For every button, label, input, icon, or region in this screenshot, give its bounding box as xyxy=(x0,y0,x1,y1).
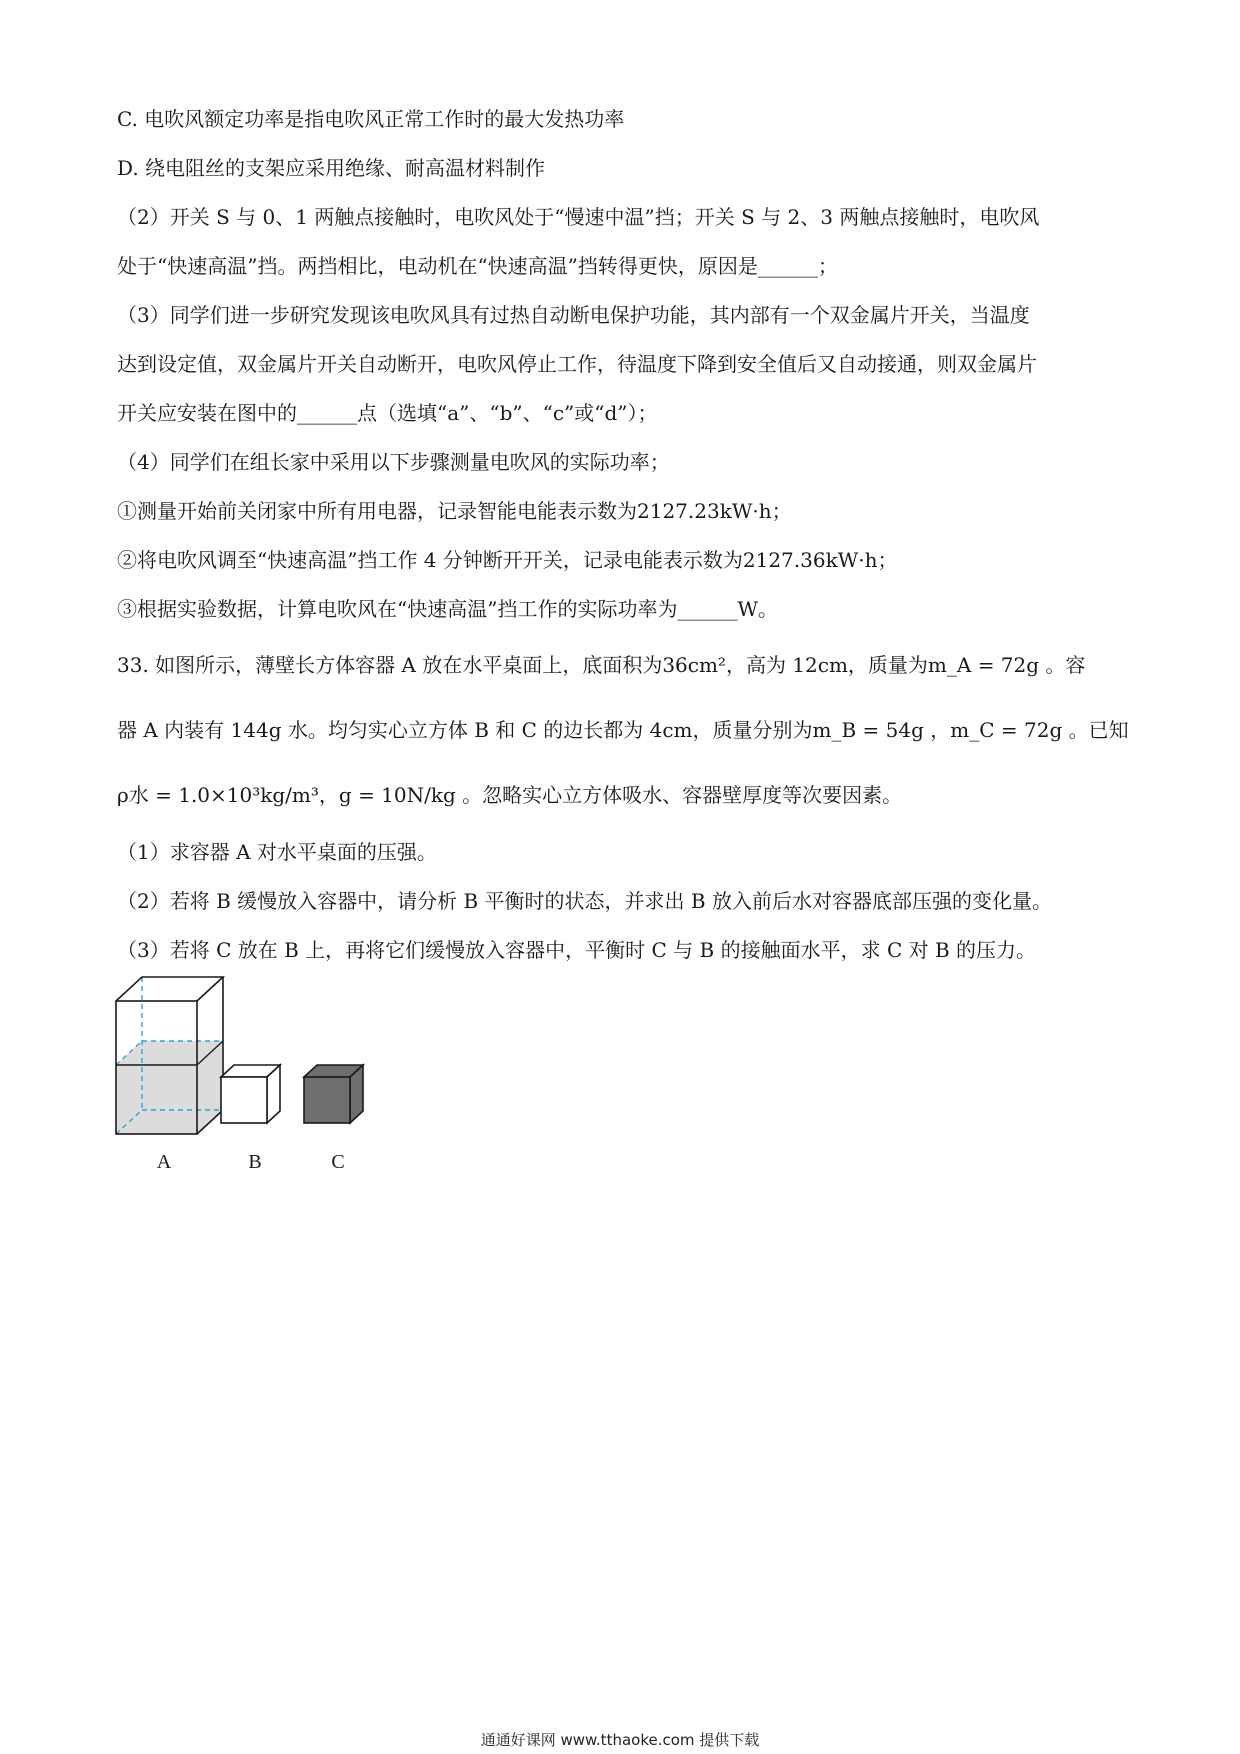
top-edges xyxy=(116,977,223,1001)
q33-part2: （2）若将 B 缓慢放入容器中，请分析 B 平衡时的状态，并求出 B 放入前后水对容器底部压强的变化量。 xyxy=(117,889,1052,913)
q33-line3: ρ水 = 1.0×10³kg/m³，g = 10N/kg 。忽略实心立方体吸水、容器壁厚度等次要因素。 xyxy=(117,783,903,807)
q2-line1: （2）开关 S 与 0、1 两触点接触时，电吹风处于“慢速中温”挡；开关 S 与 2、3 两触点接触时，电吹风 xyxy=(117,205,1040,229)
q4-line1: （4）同学们在组长家中采用以下步骤测量电吹风的实际功率； xyxy=(117,450,670,474)
q4-step2: ②将电吹风调至“快速高温”挡工作 4 分钟断开开关，记录电能表示数为2127.36kW·h； xyxy=(117,548,898,572)
q3-line1: （3）同学们进一步研究发现该电吹风具有过热自动断电保护功能，其内部有一个双金属片开关，当温度 xyxy=(117,303,1030,327)
q33-part3: （3）若将 C 放在 B 上，再将它们缓慢放入容器中，平衡时 C 与 B 的接触面水平，求 C 对 B 的压力。 xyxy=(117,938,1037,962)
cube-c-front xyxy=(304,1077,350,1123)
label-b: B xyxy=(248,1151,262,1173)
q33-part1: （1）求容器 A 对水平桌面的压强。 xyxy=(117,840,437,864)
label-a: A xyxy=(156,1151,172,1173)
cube-c xyxy=(304,1065,363,1123)
container-a xyxy=(116,977,223,1134)
label-c: C xyxy=(331,1151,345,1173)
q3-line2: 达到设定值，双金属片开关自动断开，电吹风停止工作，待温度下降到安全值后又自动接通，则双金属片 xyxy=(117,352,1037,376)
cube-b-front xyxy=(221,1077,267,1123)
q3-line3: 开关应安装在图中的______点（选填“a”、“b”、“c”或“d”）； xyxy=(117,401,658,425)
q33-line1: 33. 如图所示，薄壁长方体容器 A 放在水平桌面上，底面积为36cm²，高为 12cm，质量为m_A = 72g 。容 xyxy=(117,653,1086,677)
q33-line2: 器 A 内装有 144g 水。均匀实心立方体 B 和 C 的边长都为 4cm，质量分别为m_B = 54g ，m_C = 72g 。已知 xyxy=(117,718,1129,742)
containers-figure xyxy=(100,965,420,1175)
q4-step3: ③根据实验数据，计算电吹风在“快速高温”挡工作的实际功率为______W。 xyxy=(117,597,779,621)
option-d: D. 绕电阻丝的支架应采用绝缘、耐高温材料制作 xyxy=(117,156,546,180)
q4-step1: ①测量开始前关闭家中所有用电器，记录智能电能表示数为2127.23kW·h； xyxy=(117,499,792,523)
water-front xyxy=(116,1065,197,1134)
cube-b xyxy=(221,1065,280,1123)
q2-line2: 处于“快速高温”挡。两挡相比，电动机在“快速高温”挡转得更快，原因是______； xyxy=(117,254,838,278)
footer-source: 通通好课网 www.tthaoke.com 提供下载 xyxy=(480,1731,760,1749)
option-c: C. 电吹风额定功率是指电吹风正常工作时的最大发热功率 xyxy=(117,107,625,131)
